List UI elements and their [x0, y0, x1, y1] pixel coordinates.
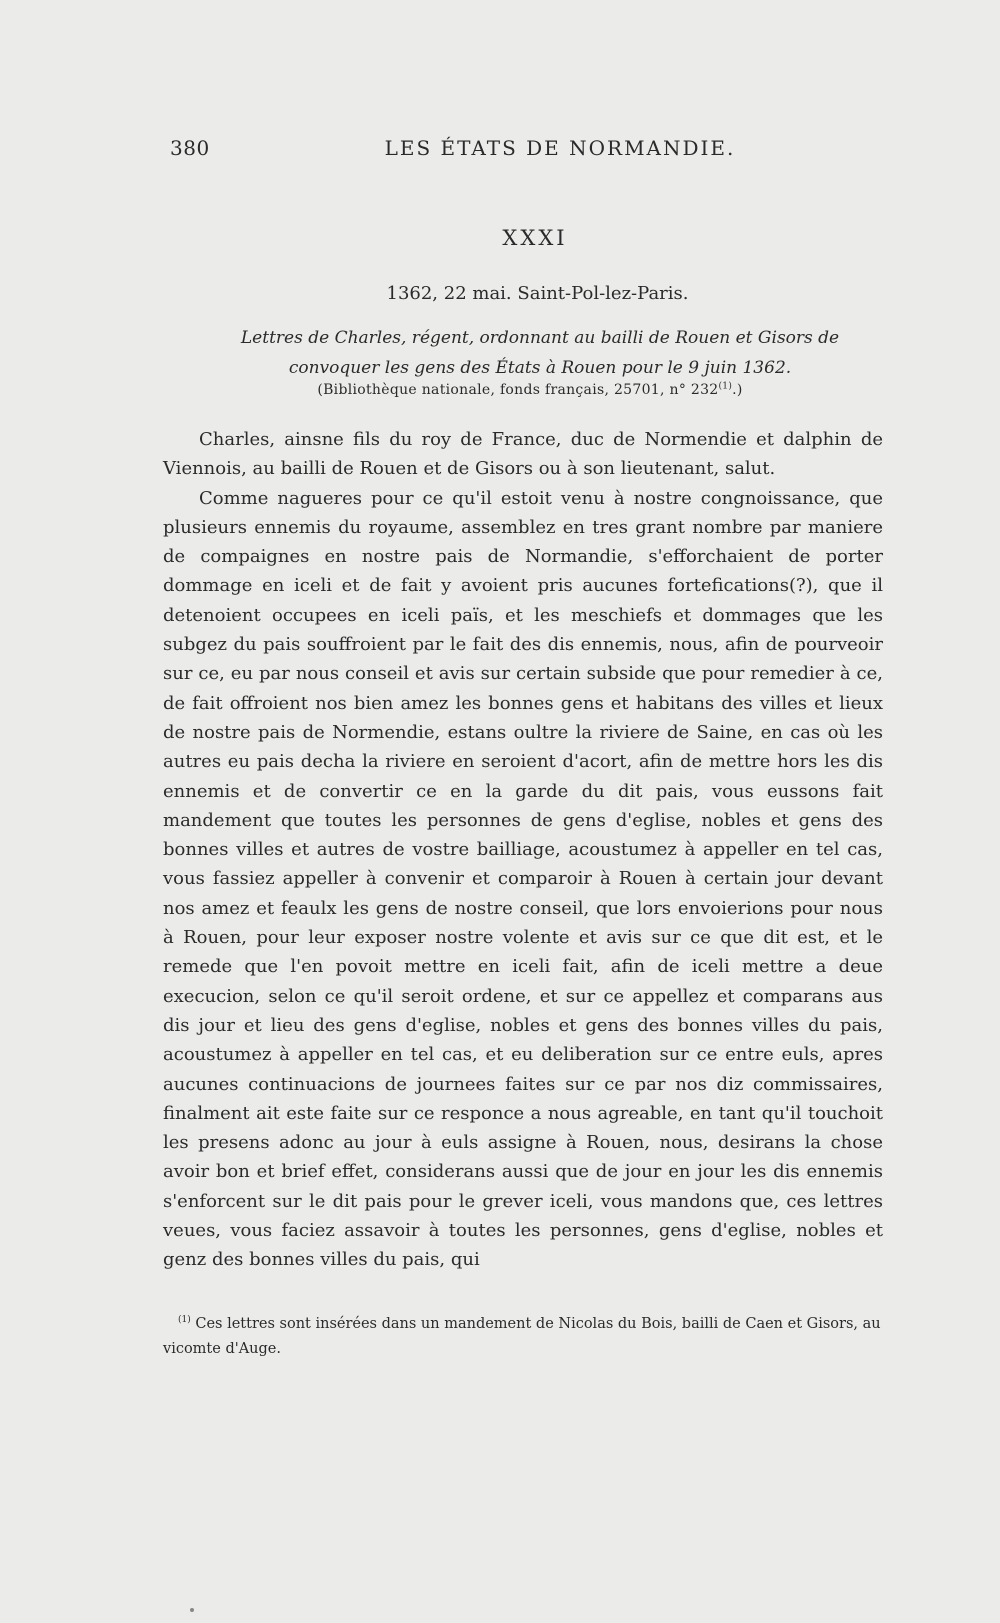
- source-reference: [0, 382, 1000, 398]
- source-text-end: .): [732, 382, 743, 398]
- footnote: [163, 1312, 883, 1362]
- document-number: XXXI: [502, 226, 568, 250]
- footnote-reference: (1): [718, 381, 733, 392]
- document-date-line: 1362, 22 mai. Saint-Pol-lez-Paris.: [386, 283, 689, 304]
- footnotes: [163, 1312, 883, 1362]
- page-header: [170, 136, 890, 166]
- body-paragraph: Charles, ainsne fils du roy de France, duc de Normendie et dalphin de Viennois, au bailli de Rouen et de Gisors ou à son lieutenant, salut.: [163, 429, 883, 480]
- footnote-text: Ces lettres sont insérées dans un mandement de Nicolas du Bois, bailli de Caen et Gisors, au vicomte d'Auge.: [163, 1316, 881, 1357]
- source-text: (Bibliothèque nationale, fonds français, 25701, n° 232: [317, 382, 719, 398]
- footnote-mark: (1): [178, 1315, 191, 1326]
- running-title: LES ÉTATS DE NORMANDIE.: [384, 136, 736, 160]
- page-number: 380: [170, 136, 210, 160]
- paper-speck: [190, 1608, 194, 1612]
- body-text: [163, 425, 883, 1275]
- body-paragraph: Comme nagueres pour ce qu'il estoit venu à nostre congnoissance, que plusieurs ennemis du royaume, assemblez en tres grant nombre par maniere de compaignes en nostre pais de Normandie, s'efforchaient de porter dommage en iceli et de fait y avoient pris aucunes fortefications(?), que il detenoient occupees en iceli païs, et les meschiefs et dommages que les subgez du pais souffroient par le fait des dis ennemis, nous, afin de pourveoir sur ce, eu par nous conseil et avis sur certain subside que pour remedier à ce, de fait offroient nos bien amez les bonnes gens et habitans des villes et lieux de nostre pais de Normendie, estans oultre la riviere de Saine, en cas où les autres eu pais decha la riviere en seroient d'acort, afin de mettre hors les dis ennemis et de convertir ce en la garde du dit pais, vous eussons fait mandement que toutes les personnes de gens d'eglise, nobles et gens des bonnes villes et autres de vostre bailliage, acoustumez à appeller en tel cas, vous fassiez appeller à convenir et comparoir à Rouen à certain jour devant nos amez et feaulx les gens de nostre conseil, que lors envoierions pour nous à Rouen, pour leur exposer nostre volente et avis sur ce que dit est, et le remede que l'en povoit mettre en iceli fait, afin de iceli mettre a deue execucion, selon ce qu'il seroit ordene, et sur ce appellez et comparans aus dis jour et lieu des gens d'eglise, nobles et gens des bonnes villes du pais, acoustumez à appeller en tel cas, et eu deliberation sur ce entre euls, apres aucunes continuacions de journees faites sur ce par nos diz commissaires, finalment ait este faite sur ce responce a nous agreable, en tant qu'il touchoit les presens adonc au jour à euls assigne à Rouen, nous, desirans la chose avoir bon et brief effet, considerans aussi que de jour en jour les dis ennemis s'enforcent sur le dit pais pour le grever iceli, vous mandons que, ces lettres veues, vous faciez assavoir à toutes les personnes, gens d'eglise, nobles et genz des bonnes villes du pais, qui: [163, 487, 883, 1271]
- document-summary: Lettres de Charles, régent, ordonnant au bailli de Rouen et Gisors de convoquer les gens des États à Rouen pour le 9 juin 1362.: [240, 328, 840, 378]
